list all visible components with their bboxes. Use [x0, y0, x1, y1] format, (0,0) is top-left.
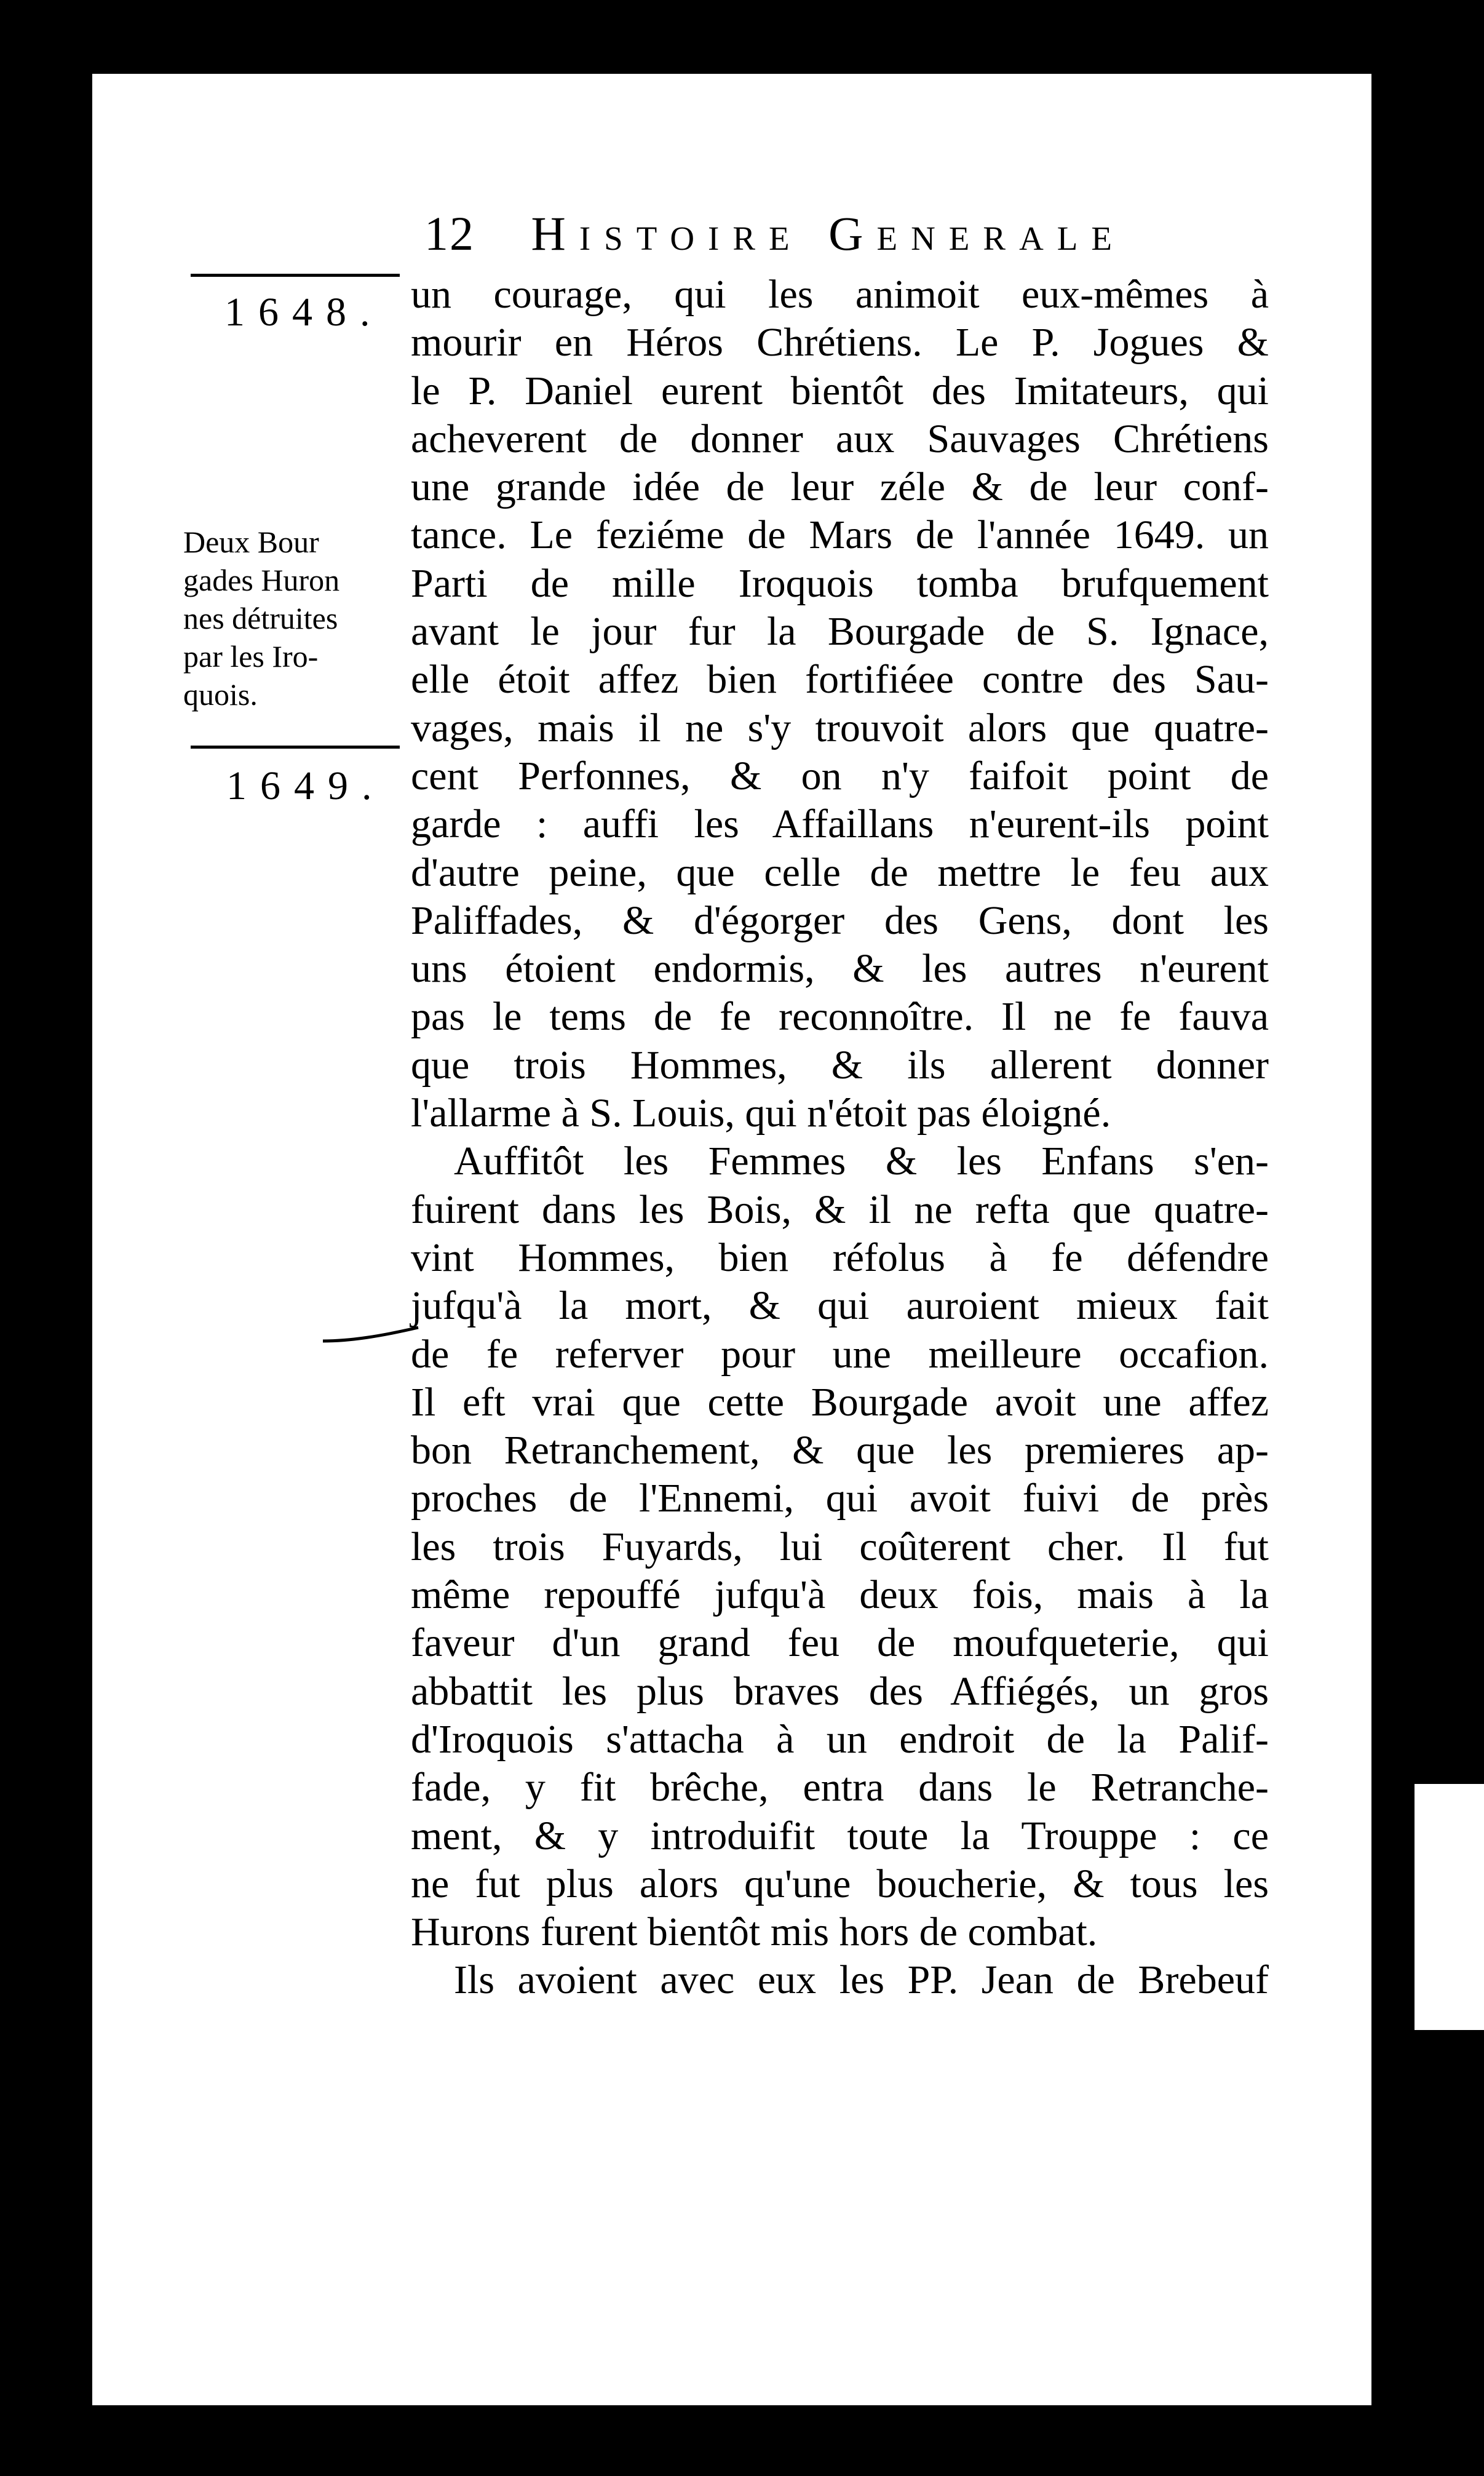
text-line: Paliffades, & d'égorger des Gens, dont les: [411, 898, 1269, 943]
text-line: le P. Daniel eurent bientôt des Imitateurs, qui: [411, 368, 1269, 413]
body-text: [411, 271, 1269, 2005]
margin-note-line: Deux Bour: [183, 525, 319, 559]
text-line: une grande idée de leur zéle & de leur conf-: [411, 464, 1269, 510]
margin-year-1649: 1649.: [226, 763, 386, 808]
margin-note-line: gades Huron: [183, 563, 340, 597]
text-line: jufqu'à la mort, & qui auroient mieux fait: [411, 1283, 1269, 1329]
text-line: avant le jour fur la Bourgade de S. Ignace,: [411, 609, 1269, 655]
facing-page-edge: [1415, 1784, 1484, 2030]
text-line: Hurons furent bientôt mis hors de combat.: [411, 1909, 1098, 1955]
text-line: Il eft vrai que cette Bourgade avoit une affez: [411, 1379, 1269, 1425]
text-line: elle étoit affez bien fortifiéee contre des Sau-: [411, 657, 1269, 703]
text-line: garde : auffi les Affaillans n'eurent-ils point: [411, 802, 1269, 847]
running-header: [424, 206, 1125, 261]
text-line: bon Retranchement, & que les premieres ap-: [411, 1428, 1269, 1473]
text-line: un courage, qui les animoit eux-mêmes à: [411, 272, 1269, 317]
text-line: de fe referver pour une meilleure occafion.: [411, 1331, 1269, 1377]
text-line: mourir en Héros Chrétiens. Le P. Jogues &: [411, 320, 1269, 365]
margin-note-line: nes détruites: [183, 601, 338, 635]
text-line: ne fut plus alors qu'une boucherie, & tous les: [411, 1861, 1269, 1906]
text-line: d'autre peine, que celle de mettre le feu aux: [411, 850, 1269, 895]
text-line: uns étoient endormis, & les autres n'eurent: [411, 946, 1269, 992]
text-line: vint Hommes, bien réfolus à fe défendre: [411, 1235, 1269, 1280]
margin-note-line: quois.: [183, 677, 258, 712]
page-number: 12: [424, 207, 475, 260]
running-title: Histoire Generale: [531, 207, 1125, 260]
text-line: abbattit les plus braves des Affiégés, un gros: [411, 1668, 1269, 1714]
text-line: fuirent dans les Bois, & il ne refta que quatre-: [411, 1187, 1269, 1232]
text-line: les trois Fuyards, lui coûterent cher. Il fut: [411, 1524, 1269, 1569]
text-line: même repouffé jufqu'à deux fois, mais à la: [411, 1572, 1269, 1618]
text-line: cent Perfonnes, & on n'y faifoit point de: [411, 753, 1269, 798]
text-line: pas le tems de fe reconnoître. Il ne fe fauva: [411, 994, 1269, 1040]
hand-drawn-pointer-mark: [320, 1323, 424, 1359]
text-line: que trois Hommes, & ils allerent donner: [411, 1042, 1269, 1088]
text-line: Auffitôt les Femmes & les Enfans s'en-: [454, 1139, 1269, 1184]
text-line: fade, y fit brêche, entra dans le Retranche-: [411, 1765, 1269, 1810]
margin-year-1648: 1648.: [224, 290, 384, 335]
text-line: proches de l'Ennemi, qui avoit fuivi de près: [411, 1476, 1269, 1521]
text-line: acheverent de donner aux Sauvages Chrétiens: [411, 416, 1269, 461]
margin-note: [183, 523, 399, 714]
text-line: faveur d'un grand feu de moufqueterie, qui: [411, 1620, 1269, 1666]
margin-note-line: par les Iro-: [183, 639, 319, 674]
text-line: l'allarme à S. Louis, qui n'étoit pas éloigné.: [411, 1091, 1111, 1136]
text-line: vages, mais il ne s'y trouvoit alors que quatre-: [411, 705, 1269, 750]
margin-rule-bottom: [191, 746, 400, 749]
text-line: d'Iroquois s'attacha à un endroit de la Palif-: [411, 1716, 1269, 1762]
margin-rule-top: [191, 274, 400, 277]
text-line: Ils avoient avec eux les PP. Jean de Brebeuf: [454, 1957, 1269, 2003]
text-line: Parti de mille Iroquois tomba brufquement: [411, 560, 1269, 606]
text-line: ment, & y introduifit toute la Trouppe : ce: [411, 1813, 1269, 1858]
text-line: tance. Le feziéme de Mars de l'année 1649. un: [411, 512, 1269, 558]
